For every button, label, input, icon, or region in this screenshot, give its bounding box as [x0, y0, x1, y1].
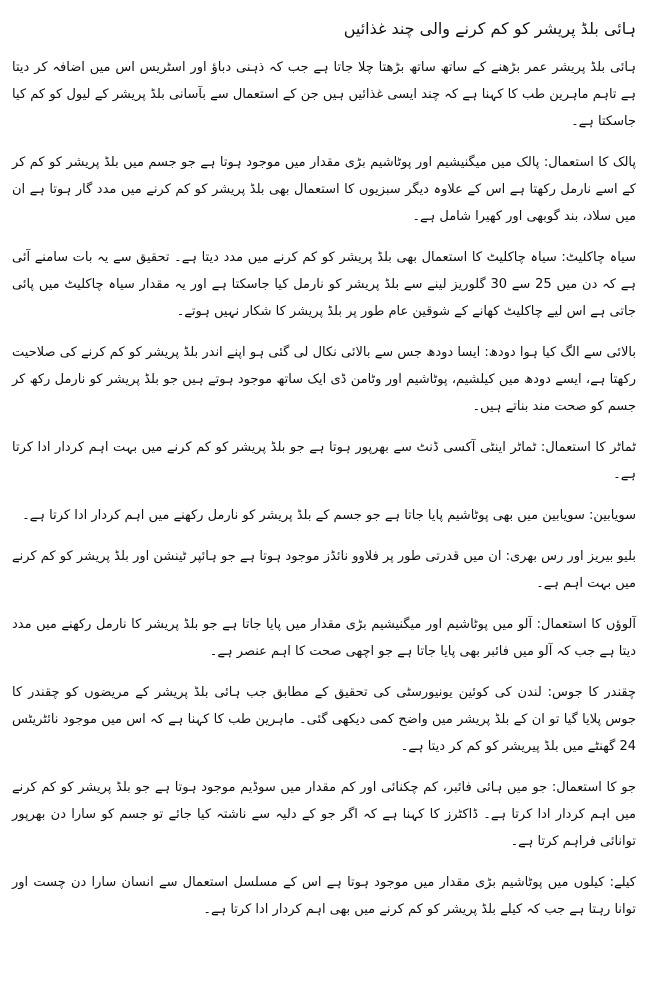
paragraph-dark-chocolate: سیاہ چاکلیٹ: سیاہ چاکلیٹ کا استعمال بھی بلڈ پریشر کو کم کرنے میں مدد دیتا ہے۔ تحقیق سے یہ بات سامنے آئی ہے کہ دن میں 25 سے 30 گلوریز لینے سے بلڈ پریشر کو نارمل کیا جاسکتا ہے اور یہ مقدار سیاہ چاکلیٹ میں پائی جاتی ہے اس لیے چاکلیٹ کھانے کے شوقین عام طور پر بلڈ پریشر کا شکار نہیں ہوتے۔: [12, 250, 636, 319]
paragraph-potatoes: آلوؤں کا استعمال: آلو میں پوٹاشیم اور میگنیشیم بڑی مقدار میں پایا جاتا ہے جو بلڈ پریشر کا نارمل رکھنے میں مدد دیتا ہے جب کہ آلو میں فائبر بھی پایا جاتا ہے جو اچھی صحت کا اہم عنصر ہے۔: [12, 617, 636, 659]
paragraph-spinach: پالک کا استعمال: پالک میں میگنیشیم اور پوٹاشیم بڑی مقدار میں موجود ہوتا ہے جو جسم میں بلڈ پریشر کو کم کر کے اسے نارمل رکھتا ہے اس کے علاوہ دیگر سبزیوں کا استعمال بھی بلڈ پریشر کو کم کرنے میں مدد گار ہوتا ہے ان میں سلاد، بند گوبھی اور کھیرا شامل ہے۔: [12, 155, 636, 224]
paragraph-oats: جو کا استعمال: جو میں ہائی فائبر، کم چکنائی اور کم مقدار میں سوڈیم موجود ہوتا ہے جو بلڈ پریشر کو کم کرنے میں اہم کردار ادا کرتا ہے۔ ڈاکٹرز کا کہنا ہے کہ اگر جو کے دلیہ سے ناشتہ کیا جائے تو جسم کو سارا دن بھرپور توانائی فراہم کرتا ہے۔: [12, 780, 636, 849]
paragraph-intro: ہائی بلڈ پریشر عمر بڑھنے کے ساتھ ساتھ بڑھتا چلا جاتا ہے جب کہ ذہنی دباؤ اور اسٹریس اس میں اضافہ کر دیتا ہے تاہم ماہرین طب کا کہنا ہے کہ چند ایسی غذائیں ہیں جن کے استعمال سے بآسانی بلڈ پریشر کے لیول کو کم کیا جاسکتا ہے۔: [12, 60, 636, 129]
article-title: ہائی بلڈ پریشر کو کم کرنے والی چند غذائیں: [343, 19, 636, 38]
paragraph-tomato: ٹماٹر کا استعمال: ٹماٹر اینٹی آکسی ڈنٹ سے بھرپور ہوتا ہے جو بلڈ پریشر کو کم کرنے میں بہت اہم کردار ادا کرتا ہے۔: [12, 440, 636, 482]
paragraph-skimmed-milk: بالائی سے الگ کیا ہوا دودھ: ایسا دودھ جس سے بالائی نکال لی گئی ہو اپنے اندر بلڈ پریشر کو کم کرنے کی صلاحیت رکھتا ہے، ایسے دودھ میں کیلشیم، پوٹاشیم اور وٹامن ڈی ایک ساتھ موجود ہوتے ہیں جو بلڈ پریشر کو نارمل رکھ کر جسم کو صحت مند بناتے ہیں۔: [12, 345, 636, 414]
paragraph-blueberries: بلیو بیریز اور رس بھری: ان میں قدرتی طور پر فلاوو نائڈز موجود ہوتا ہے جو ہائپر ٹینشن اور بلڈ پریشر کو کم کرنے میں بہت اہم ہے۔: [12, 549, 636, 591]
paragraph-soybean: سویابین: سویابین میں بھی پوٹاشیم پایا جاتا ہے جو جسم کے بلڈ پریشر کو نارمل رکھنے میں اہم کردار ادا کرتا ہے۔: [22, 508, 636, 523]
paragraph-banana: کیلے: کیلوں میں پوٹاشیم بڑی مقدار میں موجود ہوتا ہے اس کے مسلسل استعمال سے انسان سارا دن چست اور توانا رہتا ہے جب کہ کیلے بلڈ پریشر کو کم کرنے میں بھی اہم کردار ادا کرتا ہے۔: [12, 875, 636, 917]
paragraph-beetroot-juice: چقندر کا جوس: لندن کی کوئین یونیورسٹی کی تحقیق کے مطابق جب ہائی بلڈ پریشر کے مریضوں کو چقندر کا جوس پلایا گیا تو ان کے بلڈ پریشر میں واضح کمی دیکھی گئی۔ ماہرین طب کا کہنا ہے کہ اس میں موجود نائٹریٹس 24 گھنٹے میں بلڈ پیریشر کو کم کر دیتا ہے۔: [12, 685, 636, 754]
